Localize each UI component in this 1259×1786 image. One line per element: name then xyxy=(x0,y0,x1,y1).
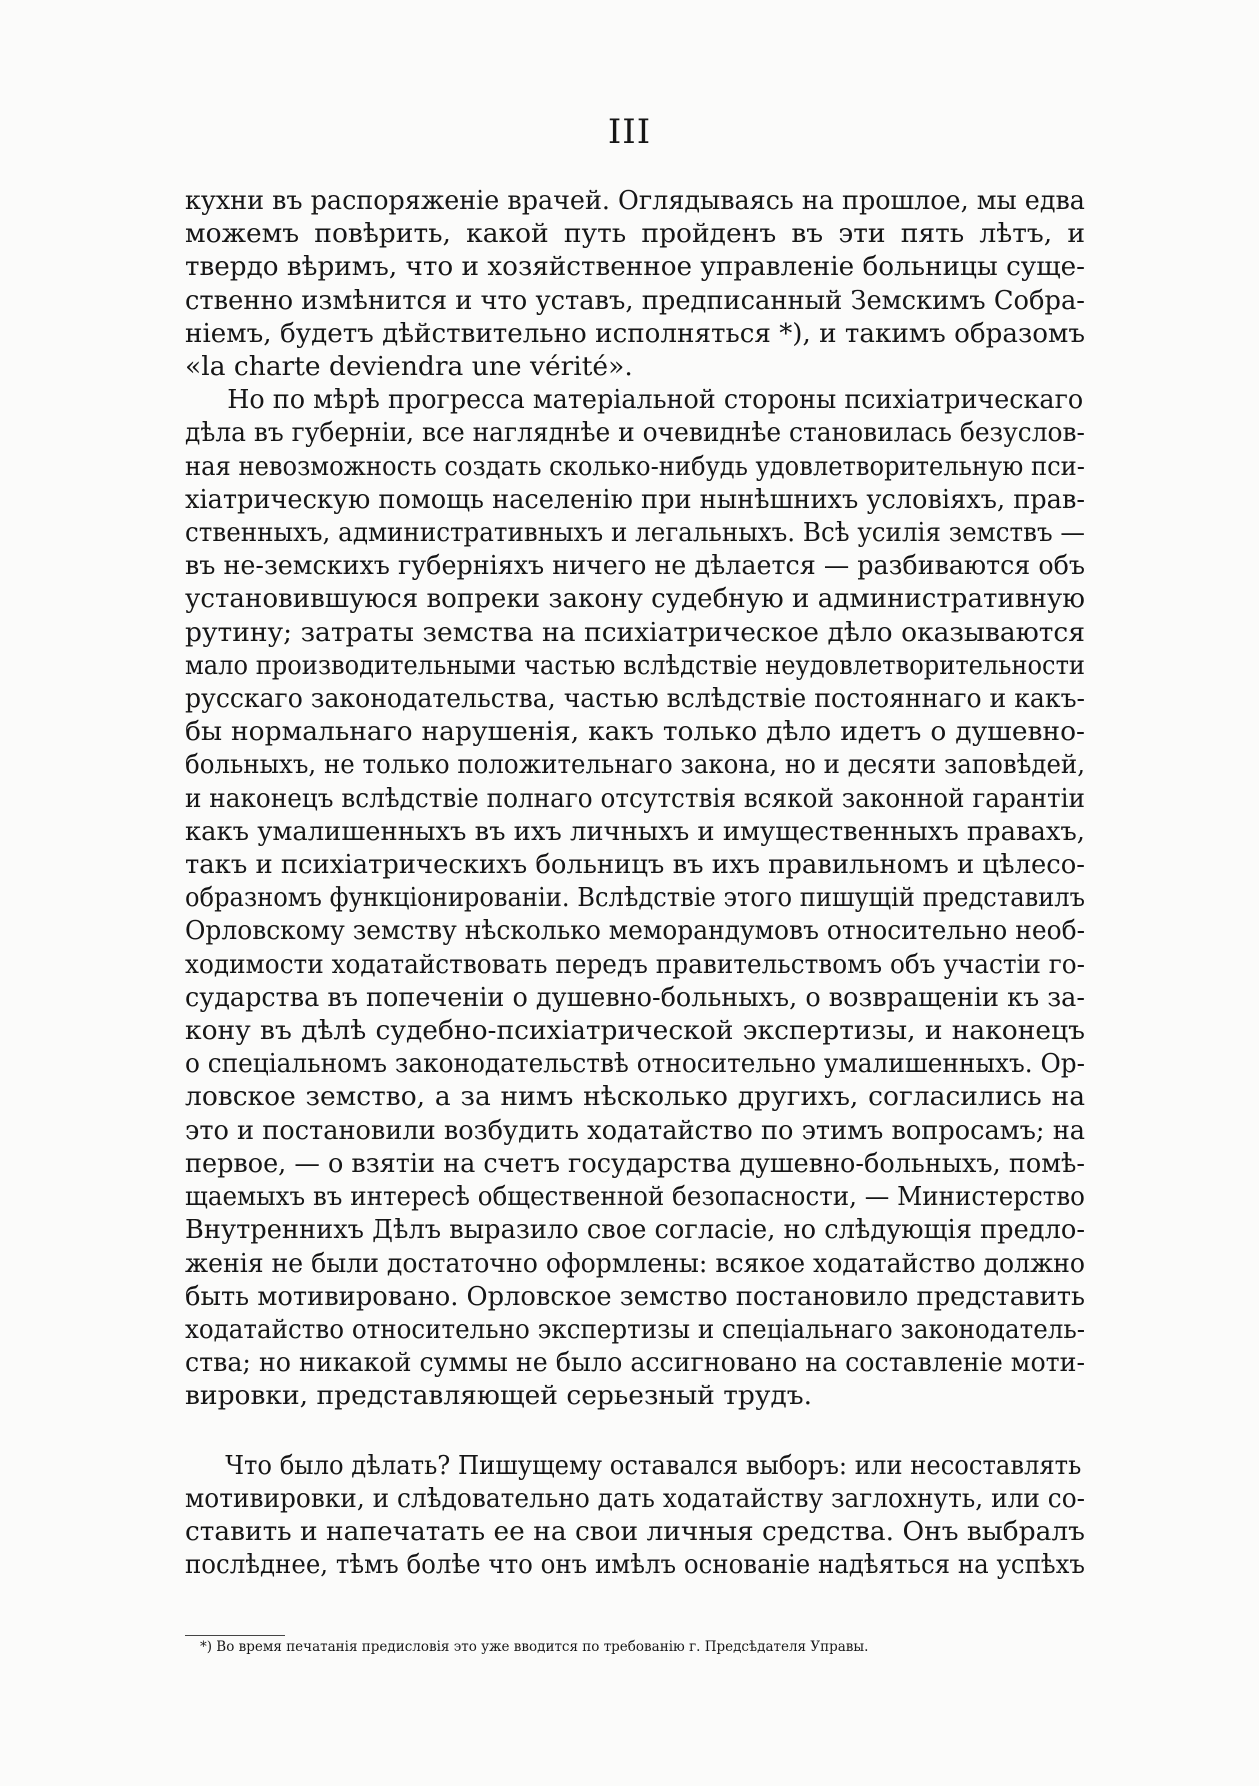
text-line: русскаго законодательства, частью вслѣдствіе постояннаго и какъ- xyxy=(185,683,1086,715)
text-line: ственныхъ, административныхъ и легальныхъ. Всѣ усилія земствъ — xyxy=(185,517,1086,549)
text-line: ственно измѣнится и что уставъ, предписанный Земскимъ Собра- xyxy=(185,284,1085,316)
text-line: Что было дѣлать? Пишущему оставался выборъ: или несоставлять xyxy=(225,1449,1082,1481)
body-text xyxy=(185,184,1085,1581)
paragraph-2 xyxy=(185,383,1085,1412)
text-line: вировки, представляющей серьезный трудъ. xyxy=(185,1380,813,1412)
text-line: ніемъ, будетъ дѣйствительно исполняться *), и такимъ образомъ xyxy=(185,317,1085,349)
text-line: мотивировки, и слѣдовательно дать ходатайству заглохнуть, или со- xyxy=(185,1482,1086,1514)
text-line: сударства въ попеченіи о душевно-больныхъ, о возвращеніи къ за- xyxy=(185,981,1085,1013)
text-line: о спеціальномъ законодательствѣ относительно умалишенныхъ. Ор- xyxy=(185,1048,1086,1080)
text-line: ловское земство, а за нимъ нѣсколько другихъ, согласились на xyxy=(185,1081,1085,1113)
text-line: рутину; затраты земства на психіатрическое дѣло оказываются xyxy=(185,616,1085,648)
text-line: Внутреннихъ Дѣлъ выразило свое согласіе, но слѣдующія предло- xyxy=(185,1214,1086,1246)
text-line: Орловскому земству нѣсколько меморандумовъ относительно необ- xyxy=(185,915,1085,947)
text-line: это и постановили возбудить ходатайство по этимъ вопросамъ; на xyxy=(185,1114,1086,1146)
page-number: III xyxy=(607,112,652,152)
text-line: первое, — о взятіи на счетъ государства душевно-больныхъ, помѣ- xyxy=(185,1147,1086,1179)
text-line: въ не-земскихъ губерніяхъ ничего не дѣлается — разбиваются объ xyxy=(185,550,1086,582)
paragraph-1 xyxy=(185,184,1085,383)
text-line: больныхъ, не только положительнаго закона, но и десяти заповѣдей, xyxy=(185,749,1086,781)
paragraph-3 xyxy=(185,1449,1085,1582)
footnote-divider xyxy=(185,1635,285,1636)
text-line: мало производительными частью вслѣдствіе неудовлетворительности xyxy=(185,649,1086,681)
text-line: «la charte deviendra une vérité». xyxy=(185,351,633,383)
text-line: установившуюся вопреки закону судебную и административную xyxy=(185,583,1085,615)
text-line: женія не были достаточно оформлены: всякое ходатайство должно xyxy=(185,1247,1086,1279)
text-line: ходатайство относительно экспертизы и спеціальнаго законодатель- xyxy=(185,1313,1086,1345)
text-line: щаемыхъ въ интересѣ общественной безопасности, — Министерство xyxy=(185,1181,1085,1213)
footnote: *) Во время печатанія предисловія это уже вводится по требованію г. Предсѣдателя Управы. xyxy=(200,1639,869,1655)
text-line: и наконецъ вслѣдствіе полнаго отсутствія всякой законной гарантіи xyxy=(185,782,1086,814)
text-line: ства; но никакой суммы не было ассигновано на составленіе моти- xyxy=(185,1347,1086,1379)
text-line: можемъ повѣрить, какой путь пройденъ въ эти пять лѣтъ, и xyxy=(185,218,1085,250)
text-line: Но по мѣрѣ прогресса матеріальной стороны психіатрическаго xyxy=(227,384,1084,416)
text-line: кону въ дѣлѣ судебно-психіатрической экспертизы, и наконецъ xyxy=(185,1015,1085,1047)
text-line: послѣднее, тѣмъ болѣе что онъ имѣлъ основаніе надѣяться на успѣхъ xyxy=(185,1549,1085,1581)
text-line: образномъ функціонированіи. Вслѣдствіе этого пишущій представилъ xyxy=(185,882,1086,914)
text-line: ная невозможность создать сколько-нибудь удовлетворительную пси- xyxy=(185,450,1085,482)
text-line: ходимости ходатайствовать передъ правительствомъ объ участіи го- xyxy=(185,948,1086,980)
text-line: ставить и напечатать ее на свои личныя средства. Онъ выбралъ xyxy=(185,1515,1085,1547)
text-line: бы нормальнаго нарушенія, какъ только дѣло идетъ о душевно- xyxy=(185,716,1085,748)
text-line: какъ умалишенныхъ въ ихъ личныхъ и имущественныхъ правахъ, xyxy=(185,815,1086,847)
text-line: твердо вѣримъ, что и хозяйственное управленіе больницы суще- xyxy=(185,251,1086,283)
text-line: быть мотивировано. Орловское земство постановило представить xyxy=(185,1280,1086,1312)
text-line: дѣла въ губерніи, все нагляднѣе и очевиднѣе становилась безуслов- xyxy=(185,417,1085,449)
text-line: кухни въ распоряженіе врачей. Оглядываясь на прошлое, мы едва xyxy=(185,185,1085,216)
paragraph-gap xyxy=(185,1413,1085,1449)
text-line: хіатрическую помощь населенію при нынѣшнихъ условіяхъ, прав- xyxy=(185,483,1086,515)
text-line: такъ и психіатрическихъ больницъ въ ихъ правильномъ и цѣлесо- xyxy=(185,849,1085,881)
